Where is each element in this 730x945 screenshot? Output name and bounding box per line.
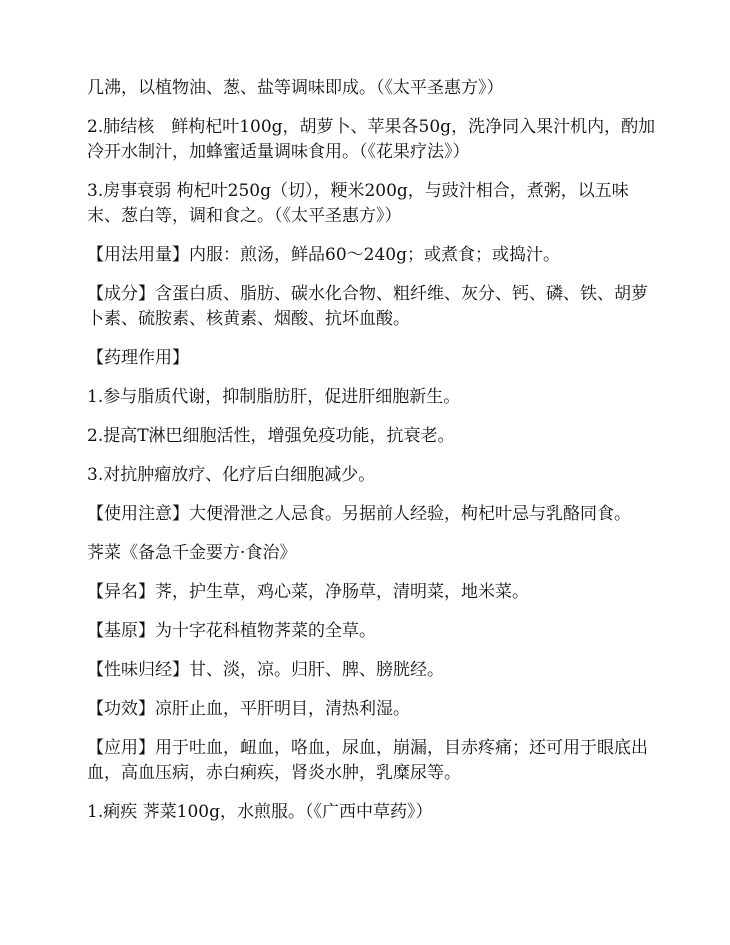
- section-title-shepherds-purse: 荠菜《备急千金要方·食治》: [87, 543, 297, 563]
- paragraph-origin: 【基原】为十字花科植物荠菜的全草。: [87, 621, 376, 641]
- paragraph-pharmacology-2: 2.提高T淋巴细胞活性，增强免疫功能，抗衰老。: [87, 426, 455, 446]
- paragraph-dysentery-recipe: 1.痢疾 荠菜100g，水煎服。（《广西中草药》）: [87, 802, 433, 822]
- paragraph-sexual-weakness-recipe: 3.房事衰弱 枸杞叶250g（切），粳米200g，与豉汁相合，煮粥，以五味末、葱白等，调和食之。（《太平圣惠方》）: [87, 181, 629, 226]
- paragraph-efficacy: 【功效】凉肝止血，平肝明目，清热利湿。: [87, 699, 410, 719]
- document-page: [87, 76, 657, 839]
- paragraph-recipe-continuation: 几沸，以植物油、葱、盐等调味即成。（《太平圣惠方》）: [87, 78, 504, 98]
- paragraph-precautions: 【使用注意】大便滑泄之人忌食。另据前人经验，枸杞叶忌与乳酪同食。: [87, 504, 631, 524]
- paragraph-pharmacology-heading: 【药理作用】: [87, 348, 189, 368]
- paragraph-pharmacology-1: 1.参与脂质代谢，抑制脂肪肝，促进肝细胞新生。: [87, 387, 461, 407]
- paragraph-alias: 【异名】荠，护生草，鸡心菜，净肠草，清明菜，地米菜。: [87, 582, 529, 602]
- paragraph-tuberculosis-recipe: 2.肺结核 鲜枸杞叶100g，胡萝卜、苹果各50g，洗净同入果汁机内，酌加冷开水制汁，加蜂蜜适量调味食用。（《花果疗法》）: [87, 117, 656, 162]
- paragraph-application: 【应用】用于吐血，衄血，咯血，尿血，崩漏，目赤疼痛；还可用于眼底出血，高血压病，赤白痢疾，肾炎水肿，乳糜尿等。: [87, 738, 648, 783]
- paragraph-usage-dosage: 【用法用量】内服：煎汤，鲜品60～240g；或煮食；或捣汁。: [87, 245, 560, 265]
- paragraph-composition: 【成分】含蛋白质、脂肪、碳水化合物、粗纤维、灰分、钙、磷、铁、胡萝卜素、硫胺素、核黄素、烟酸、抗坏血酸。: [87, 284, 648, 329]
- paragraph-nature-meridian: 【性味归经】甘、淡，凉。归肝、脾、膀胱经。: [87, 660, 444, 680]
- paragraph-pharmacology-3: 3.对抗肿瘤放疗、化疗后白细胞减少。: [87, 465, 376, 485]
